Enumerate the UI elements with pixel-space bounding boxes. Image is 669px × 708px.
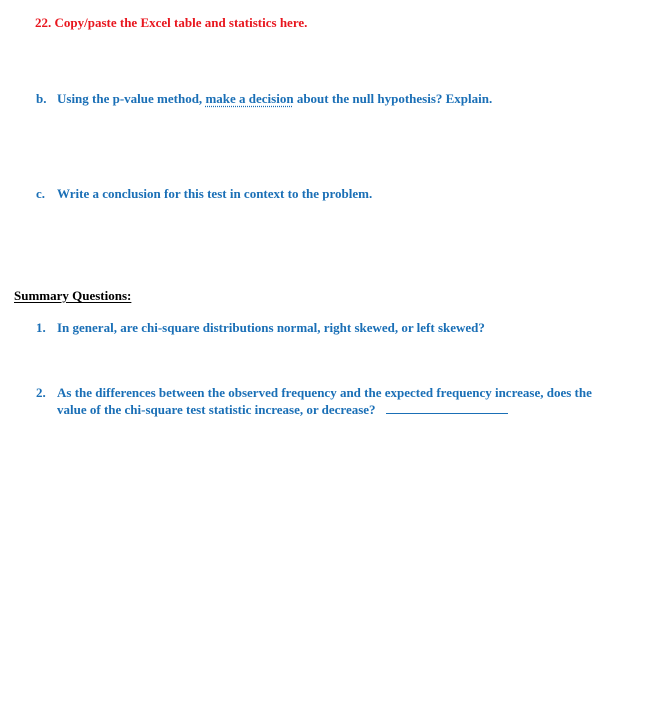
summary-question-1	[36, 320, 485, 336]
question-b	[36, 91, 492, 107]
question-b-text-start: Using the p-value method,	[57, 91, 206, 106]
question-b-emphasis: make a decision	[205, 91, 294, 106]
question-c-text: Write a conclusion for this test in context to the problem.	[57, 186, 373, 201]
question-22-heading: 22. Copy/paste the Excel table and statistics here.	[35, 15, 308, 30]
answer-blank[interactable]	[386, 402, 508, 414]
summary-question-2-continued	[57, 402, 508, 418]
question-c-marker: c.	[36, 186, 46, 201]
summary-question-2-marker: 2.	[36, 385, 46, 400]
summary-question-1-marker: 1.	[36, 320, 46, 335]
question-b-text-end: about the null hypothesis? Explain.	[293, 91, 493, 106]
summary-question-2-line-1: As the differences between the observed frequency and the expected frequency increase, does the	[57, 385, 592, 400]
question-b-marker: b.	[36, 91, 47, 106]
question-c	[36, 186, 372, 202]
summary-question-2-line-2: value of the chi-square test statistic increase, or decrease?	[57, 402, 376, 417]
summary-heading: Summary Questions:	[14, 288, 132, 303]
summary-question-2	[36, 385, 592, 401]
summary-question-1-text: In general, are chi-square distributions normal, right skewed, or left skewed?	[57, 320, 485, 335]
